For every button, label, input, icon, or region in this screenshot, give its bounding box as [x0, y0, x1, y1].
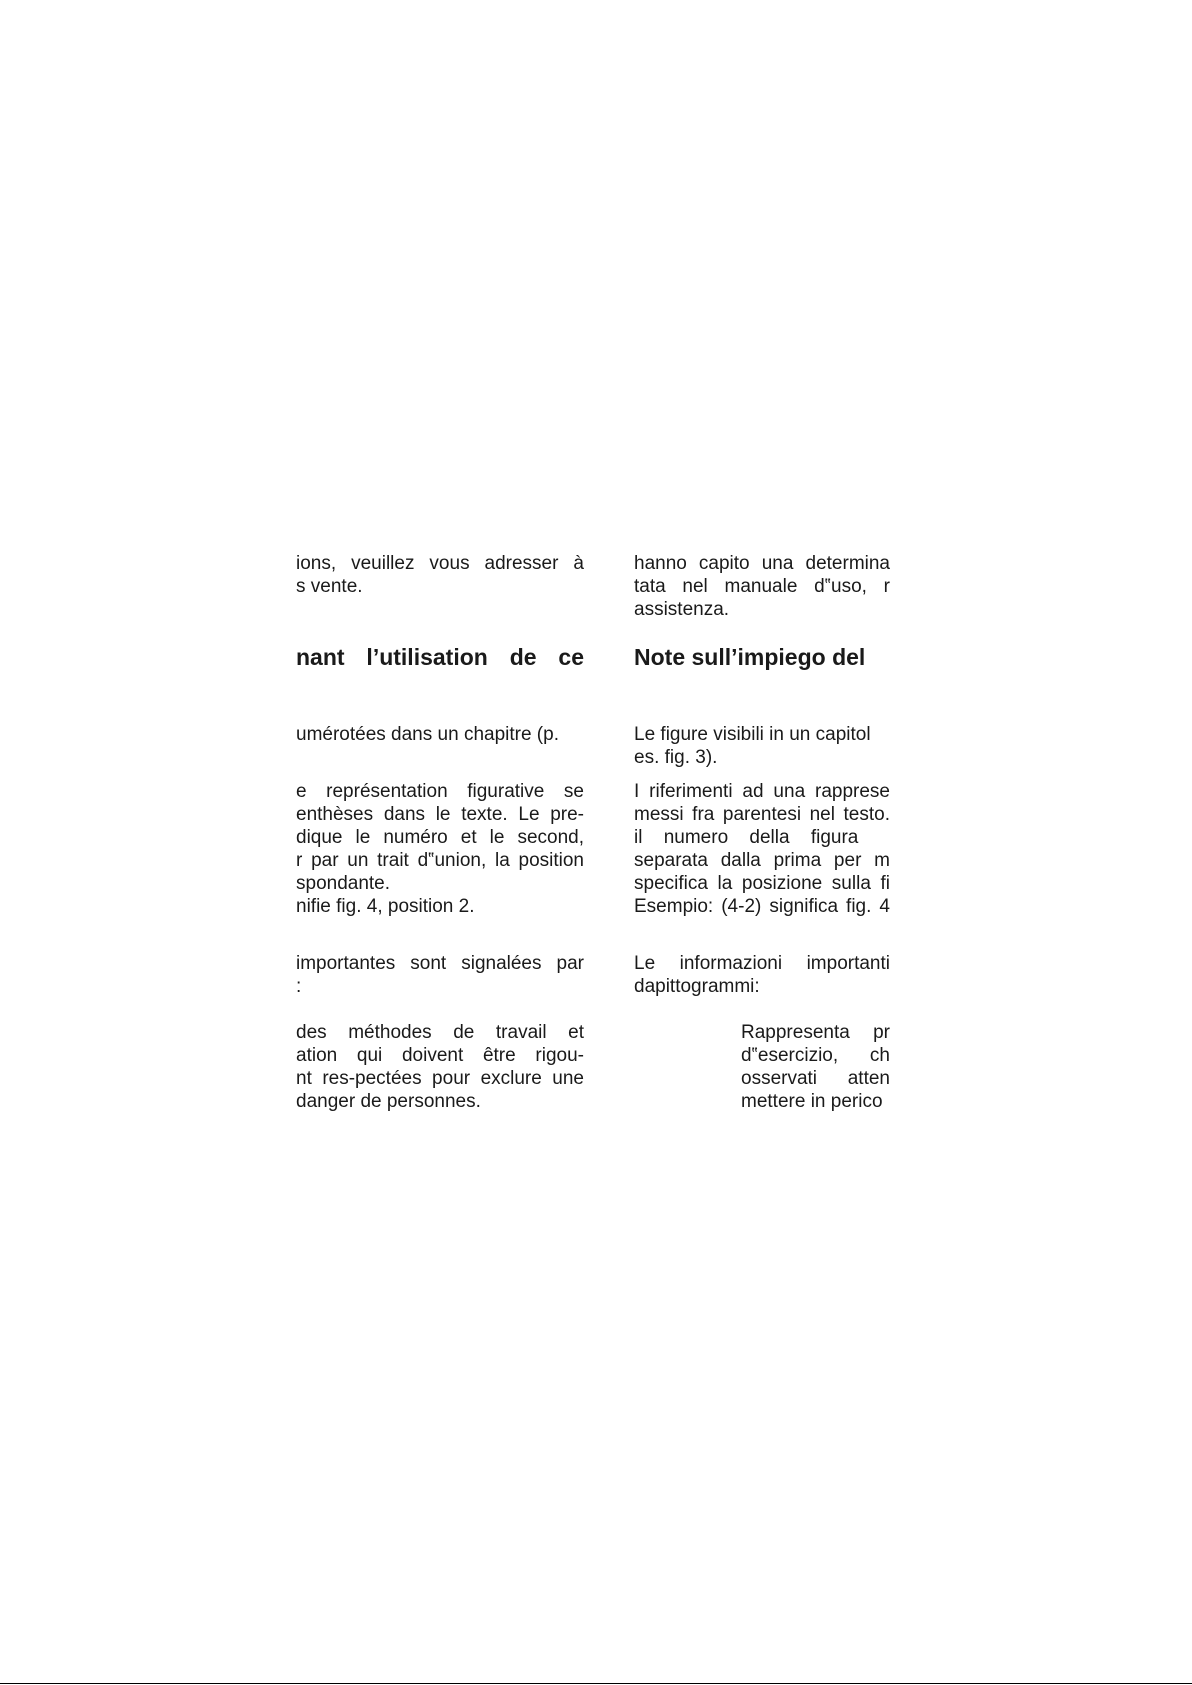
italian-column — [634, 0, 890, 1685]
italian-important-line-2: dapittogrammi: — [634, 976, 760, 997]
italian-figures-line-1: Le figure visibili in un capitol — [634, 724, 871, 745]
french-references-line-3: dique le numéro et le second, — [296, 827, 584, 848]
french-references-line-6: nifie fig. 4, position 2. — [296, 896, 475, 917]
italian-intro-line-1: hanno capito una determina — [634, 553, 890, 574]
french-references-line-5: spondante. — [296, 873, 391, 894]
italian-intro-line-3: assistenza. — [634, 599, 730, 620]
french-important-line-1: importantes sont signalées par — [296, 953, 584, 974]
italian-figures-line-2: es. fig. 3). — [634, 747, 718, 768]
italian-warning-line-1: Rappresenta pr — [741, 1022, 890, 1043]
italian-warning-line-2: d‟esercizio, ch — [741, 1045, 890, 1066]
italian-important-line-1: Le informazioni importanti — [634, 953, 890, 974]
french-references-line-1: e représentation figurative se — [296, 781, 584, 802]
french-warning-line-3: nt res-pectées pour exclure une — [296, 1068, 584, 1089]
french-references-line-4: r par un trait d‟union, la position — [296, 850, 584, 871]
italian-references-line-1: I riferimenti ad una rapprese — [634, 781, 890, 802]
italian-references-line-3: il numero della figura — [634, 827, 859, 848]
french-intro-line-2: s vente. — [296, 576, 363, 597]
italian-references-line-6: Esempio: (4-2) significa fig. 4 — [634, 896, 890, 917]
italian-warning-line-3: osservati atten — [741, 1068, 890, 1089]
french-intro-line-1: ions, veuillez vous adresser à — [296, 553, 584, 574]
french-references-line-2: enthèses dans le texte. Le pre- — [296, 804, 584, 825]
italian-section-heading: Note sull’impiego del — [634, 644, 866, 670]
french-column — [296, 0, 584, 1685]
page-bottom-rule — [0, 1683, 1192, 1684]
french-important-line-2: : — [296, 976, 302, 997]
french-section-heading: nant l’utilisation de ce — [296, 644, 584, 670]
italian-intro-line-2: tata nel manuale d‟uso, r — [634, 576, 890, 597]
french-warning-line-2: ation qui doivent être rigou- — [296, 1045, 584, 1066]
italian-references-line-2: messi fra parentesi nel testo. — [634, 804, 890, 825]
french-figures-paragraph: umérotées dans un chapitre (p. — [296, 724, 559, 745]
french-warning-line-4: danger de personnes. — [296, 1091, 481, 1112]
italian-warning-line-4: mettere in perico — [741, 1091, 883, 1112]
italian-references-line-4: separata dalla prima per m — [634, 850, 890, 871]
french-warning-line-1: des méthodes de travail et — [296, 1022, 584, 1043]
italian-references-line-5: specifica la posizione sulla fi — [634, 873, 890, 894]
